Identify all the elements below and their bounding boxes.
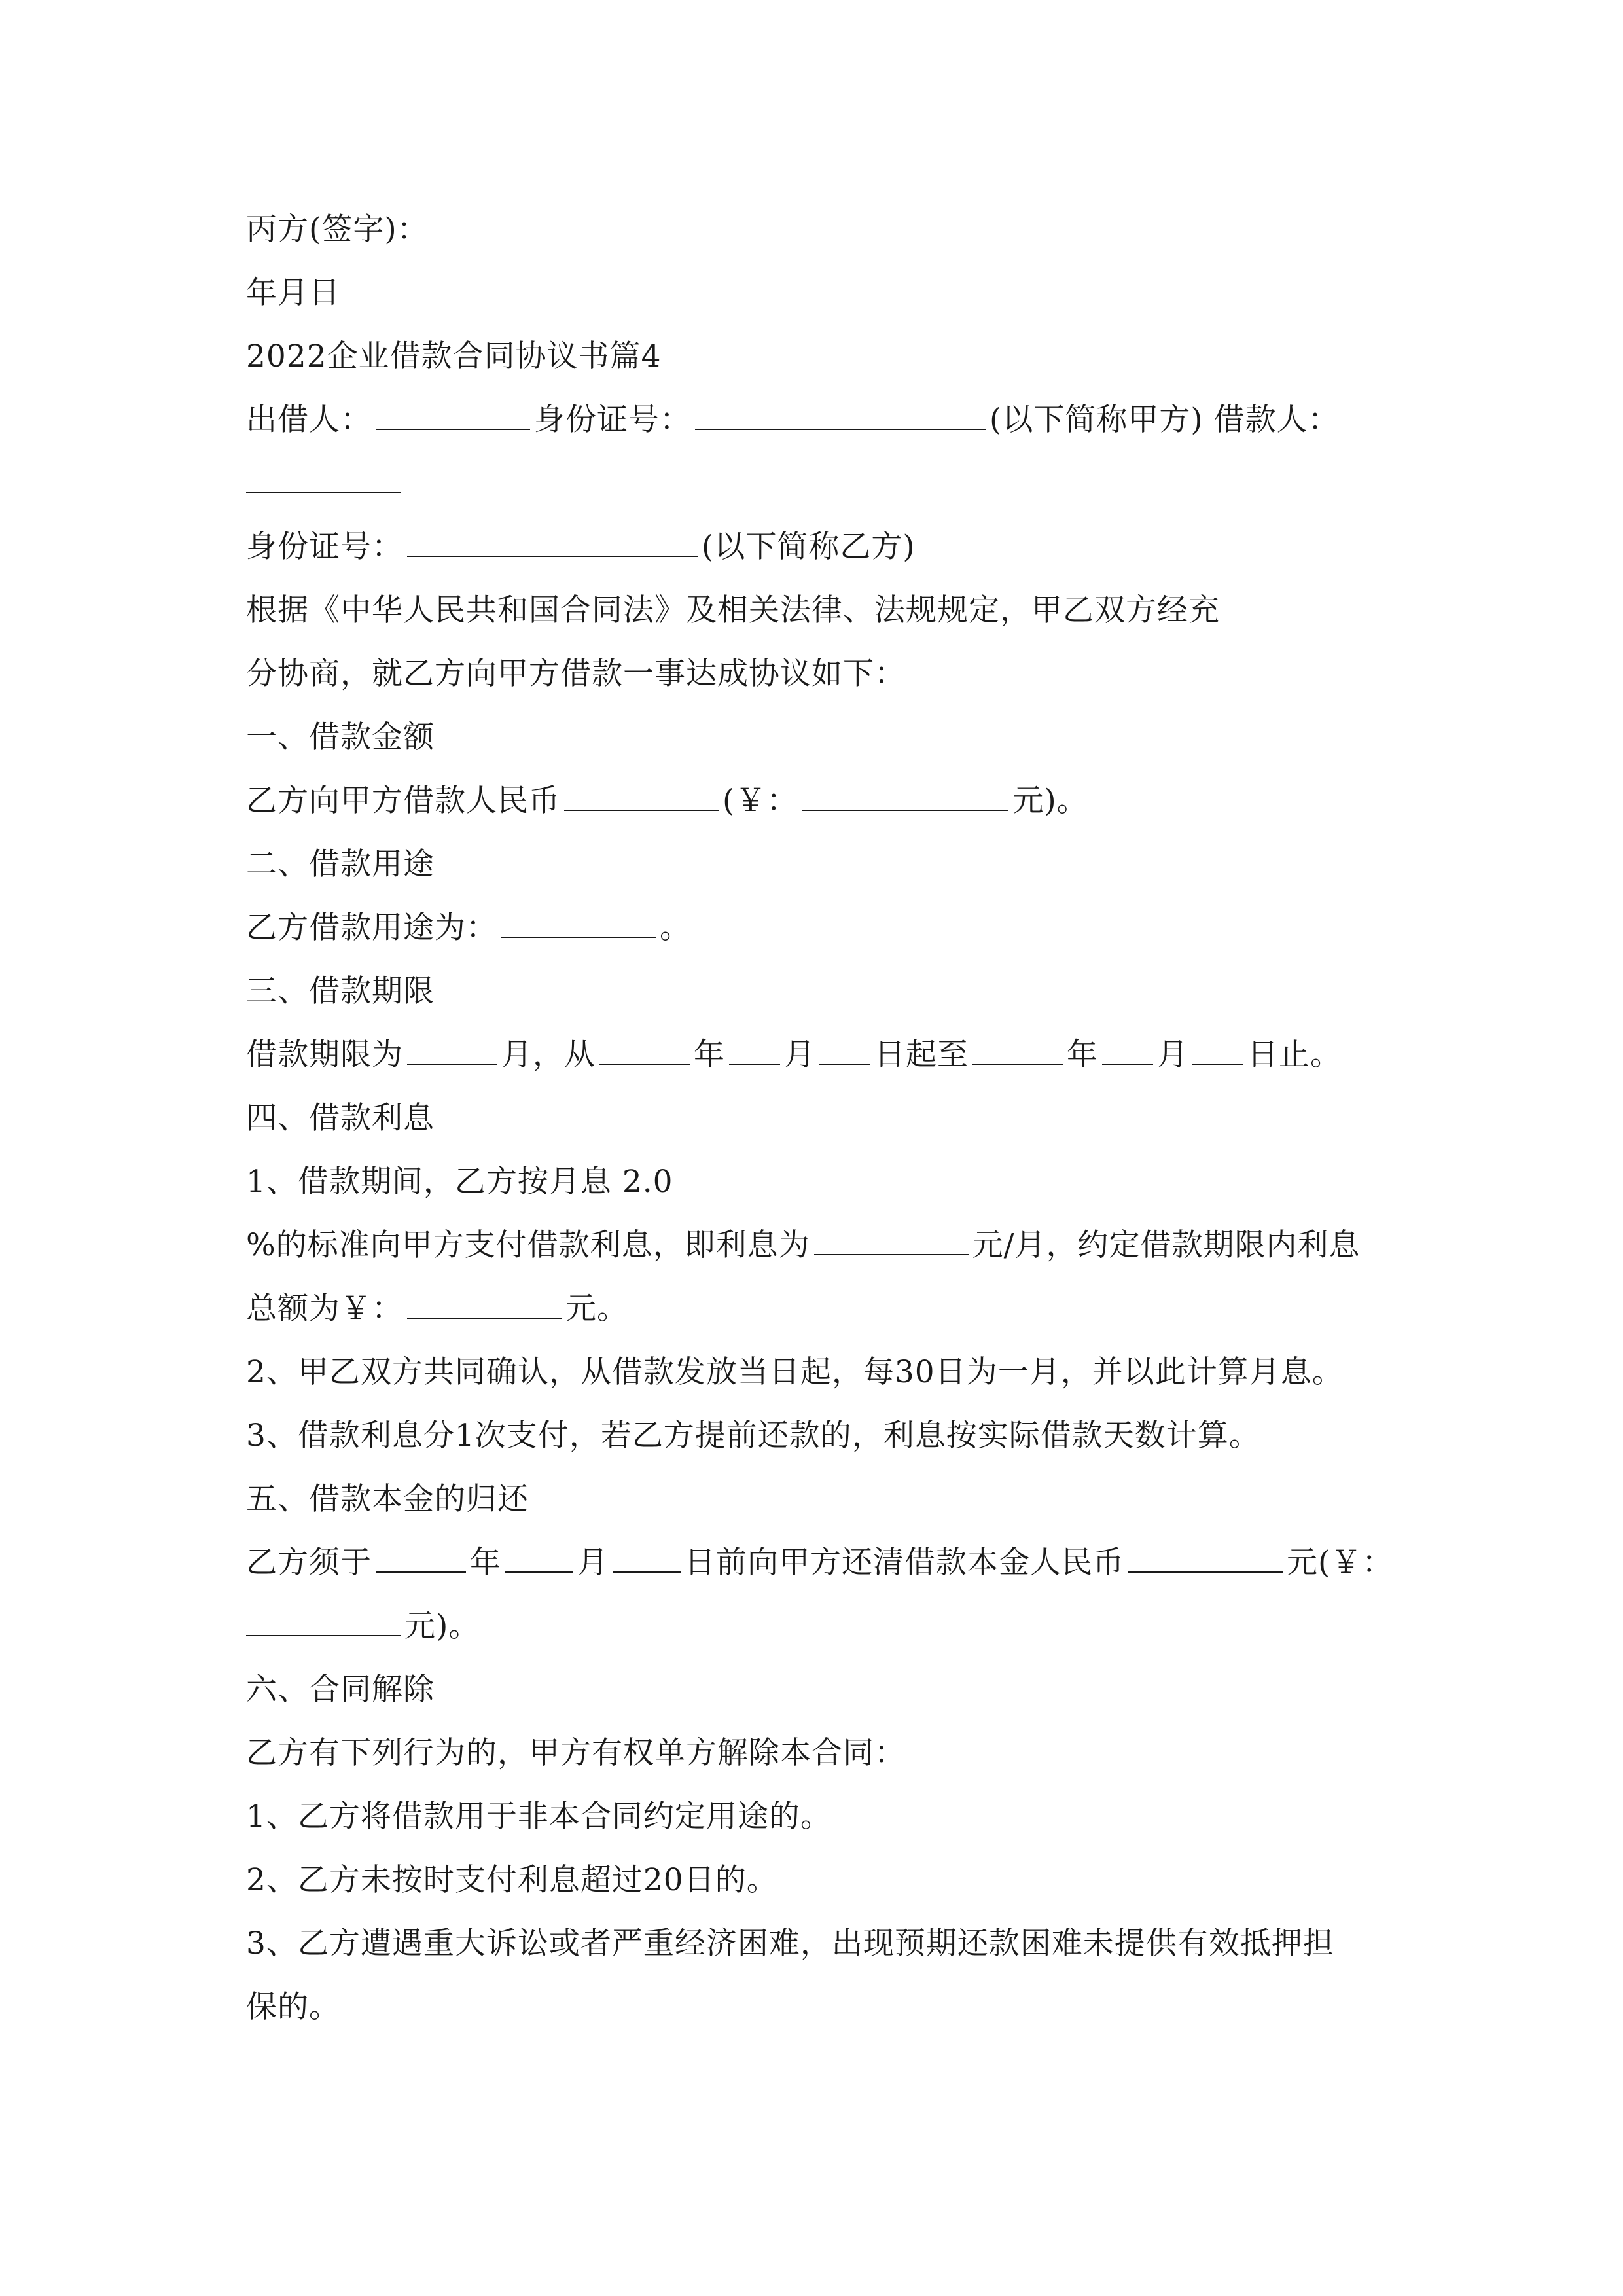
borrower-id-label: 身份证号： (246, 529, 403, 565)
heading-loan-interest-text: 四、借款利息 (246, 1100, 435, 1136)
termination-intro (246, 1724, 906, 1783)
termination-clause-1 (246, 1787, 832, 1846)
loan-amount-blank (564, 773, 719, 811)
loan-purpose-end: 。 (660, 910, 691, 946)
heading-loan-term (246, 962, 435, 1021)
party-c-signature-line (246, 200, 429, 259)
loan-term-line (246, 1026, 1342, 1085)
interest-clause-2 (246, 1343, 1344, 1402)
term-months-blank (407, 1027, 497, 1065)
heading-loan-interest (246, 1089, 435, 1148)
loan-amount-yen-text: (￥： (722, 783, 798, 819)
end-day-text: 日止。 (1247, 1037, 1342, 1073)
loan-purpose-line (246, 899, 691, 958)
return-amount-blank (1128, 1535, 1283, 1573)
term-months-from-text: 月，从 (501, 1037, 596, 1073)
lender-id-blank (695, 392, 986, 430)
return-year-text: 年 (470, 1545, 501, 1581)
preamble-line-1 (246, 581, 1220, 640)
preamble-line-2 (246, 645, 906, 704)
party-c-signature-label: 丙方(签字)： (246, 211, 429, 247)
heading-loan-purpose (246, 835, 435, 894)
interest-clause-2-text: 2、甲乙双方共同确认，从借款发放当日起，每30日为一月，并以此计算月息。 (246, 1354, 1344, 1390)
borrower-blank-line (246, 454, 404, 513)
loan-amount-yuan-text: 元)。 (1012, 783, 1088, 819)
interest-clause-1-text: 1、借款期间，乙方按月息 2.0 (246, 1164, 673, 1200)
termination-clause-2 (246, 1851, 778, 1910)
loan-purpose-text: 乙方借款用途为： (246, 910, 497, 946)
end-year-blank (972, 1027, 1063, 1065)
preamble-text-1: 根据《中华人民共和国合同法》及相关法律、法规规定，甲乙双方经充 (246, 592, 1220, 628)
interest-clause-3 (246, 1407, 1260, 1465)
loan-term-text: 借款期限为 (246, 1037, 403, 1073)
lender-blank (376, 392, 530, 430)
heading-principal-return (246, 1470, 529, 1529)
start-year-blank (599, 1027, 690, 1065)
loan-purpose-blank (501, 900, 656, 938)
interest-clause-3-text: 3、借款利息分1次支付，若乙方提前还款的，利息按实际借款天数计算。 (246, 1418, 1260, 1454)
heading-contract-termination (246, 1660, 435, 1719)
termination-clause-3-text: 3、乙方遭遇重大诉讼或者严重经济困难，出现预期还款困难未提供有效抵押担 (246, 1926, 1334, 1962)
borrower-blank (246, 456, 401, 493)
interest-clause-1 (246, 1153, 673, 1211)
preamble-text-2: 分协商，就乙方向甲方借款一事达成协议如下： (246, 656, 906, 692)
interest-rate-text-2: 元/月，约定借款期限内利息 (972, 1227, 1361, 1263)
date-label: 年月日 (246, 275, 340, 311)
heading-principal-return-text: 五、借款本金的归还 (246, 1481, 529, 1517)
start-month-text: 月 (784, 1037, 815, 1073)
termination-clause-3-cont-text: 保的。 (246, 1989, 340, 2025)
loan-amount-yen-blank (802, 773, 1008, 811)
end-day-blank (1192, 1027, 1243, 1065)
termination-clause-2-text: 2、乙方未按时支付利息超过20日的。 (246, 1862, 778, 1898)
end-month-text: 月 (1157, 1037, 1188, 1073)
total-interest-line (246, 1280, 628, 1338)
monthly-interest-blank (814, 1217, 969, 1255)
loan-amount-text: 乙方向甲方借款人民币 (246, 783, 560, 819)
loan-amount-line (246, 772, 1088, 831)
return-month-blank (505, 1535, 573, 1573)
termination-clause-3 (246, 1914, 1334, 1973)
lender-line (246, 391, 1340, 450)
lender-id-label: 身份证号： (534, 402, 691, 438)
start-year-text: 年 (694, 1037, 725, 1073)
borrower-abbrev-text: (以下简称乙方) (702, 529, 916, 565)
section-title (246, 327, 662, 386)
heading-loan-term-text: 三、借款期限 (246, 973, 435, 1009)
borrower-id-blank (407, 519, 698, 557)
end-month-blank (1102, 1027, 1153, 1065)
termination-clause-1-text: 1、乙方将借款用于非本合同约定用途的。 (246, 1799, 832, 1835)
heading-loan-purpose-text: 二、借款用途 (246, 846, 435, 882)
interest-rate-line (246, 1216, 1361, 1275)
termination-clause-3-cont (246, 1978, 340, 2037)
total-interest-blank (407, 1281, 562, 1319)
principal-return-text: 乙方须于 (246, 1545, 372, 1581)
interest-rate-text: %的标准向甲方支付借款利息，即利息为 (246, 1227, 810, 1263)
termination-intro-text: 乙方有下列行为的，甲方有权单方解除本合同： (246, 1735, 906, 1771)
heading-contract-termination-text: 六、合同解除 (246, 1672, 435, 1708)
total-interest-end: 元。 (565, 1291, 628, 1327)
total-interest-text: 总额为￥： (246, 1291, 403, 1327)
return-year-blank (376, 1535, 466, 1573)
start-month-blank (729, 1027, 780, 1065)
start-day-text: 日起至 (874, 1037, 969, 1073)
date-line (246, 264, 340, 323)
end-year-text: 年 (1067, 1037, 1098, 1073)
return-yuan-text: 元)。 (404, 1608, 480, 1644)
principal-return-line (246, 1534, 1393, 1592)
heading-loan-amount (246, 708, 435, 767)
return-amount-yen-text: 元(￥： (1287, 1545, 1394, 1581)
return-day-blank (613, 1535, 681, 1573)
return-month-text: 月 (577, 1545, 609, 1581)
section-title-text: 2022企业借款合同协议书篇4 (246, 338, 662, 374)
return-yen-blank (246, 1598, 401, 1636)
principal-return-line-2 (246, 1597, 480, 1656)
lender-abbrev-text: (以下简称甲方) 借款人： (990, 402, 1340, 438)
start-day-blank (819, 1027, 870, 1065)
return-day-text: 日前向甲方还清借款本金人民币 (685, 1545, 1124, 1581)
heading-loan-amount-text: 一、借款金额 (246, 719, 435, 755)
lender-label: 出借人： (246, 402, 372, 438)
borrower-id-line (246, 518, 916, 577)
